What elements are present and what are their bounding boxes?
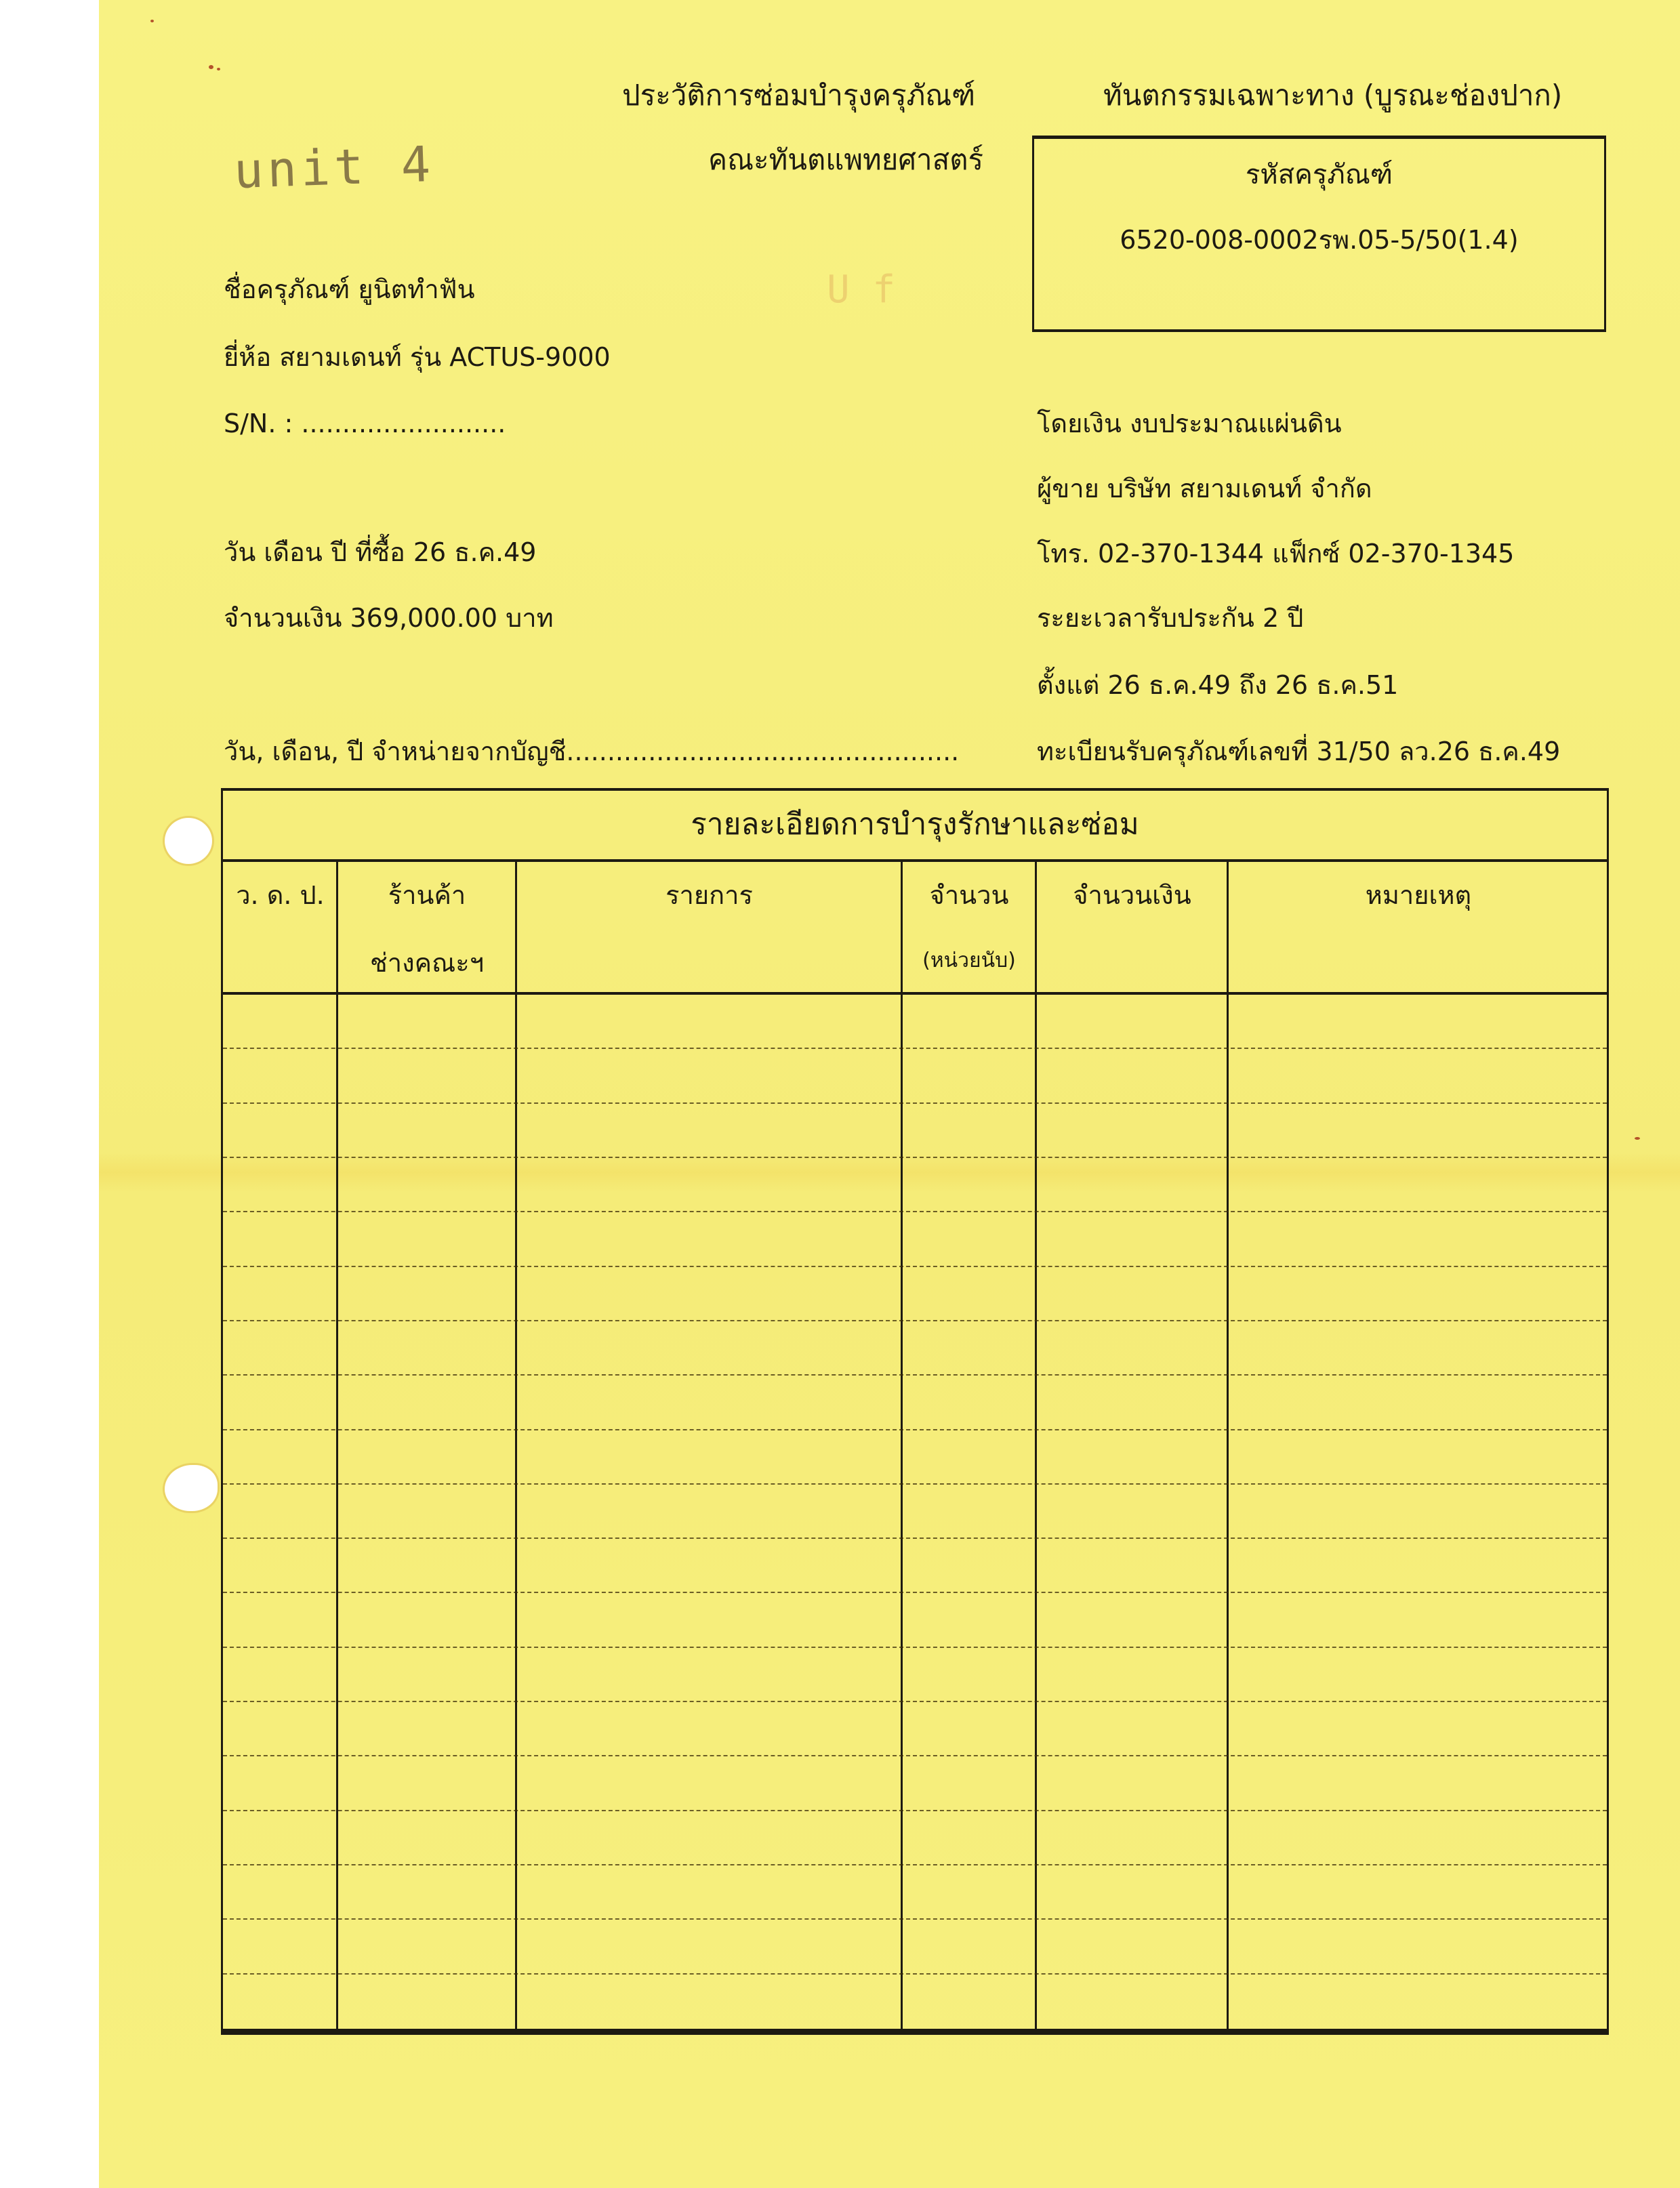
column-header-item: รายการ bbox=[665, 880, 753, 910]
cell-item[interactable] bbox=[517, 1539, 901, 1592]
cell-quantity[interactable] bbox=[903, 1267, 1035, 1320]
purchase-amount: จำนวนเงิน 369,000.00 บาท bbox=[224, 603, 554, 633]
cell-item[interactable] bbox=[517, 1049, 901, 1102]
cell-quantity[interactable] bbox=[903, 1539, 1035, 1592]
cell-vendor[interactable] bbox=[338, 1648, 515, 1701]
vendor-contact: โทร. 02-370-1344 แฟ็กซ์ 02-370-1345 bbox=[1037, 539, 1515, 569]
column-header-vendor: ร้านค้า ช่างคณะฯ bbox=[369, 880, 485, 978]
cell-amount[interactable] bbox=[1037, 1865, 1227, 1918]
cell-quantity[interactable] bbox=[903, 1158, 1035, 1211]
cell-item[interactable] bbox=[517, 1104, 901, 1157]
cell-vendor[interactable] bbox=[338, 1702, 515, 1755]
cell-item[interactable] bbox=[517, 1702, 901, 1755]
cell-vendor[interactable] bbox=[338, 995, 515, 1048]
cell-remarks[interactable] bbox=[1229, 1865, 1607, 1918]
asset-code-label: รหัสครุภัณฑ์ bbox=[1245, 159, 1393, 190]
cell-item[interactable] bbox=[517, 1648, 901, 1701]
asset-code-box bbox=[1032, 136, 1606, 332]
ink-speck bbox=[1635, 1137, 1640, 1140]
table-row bbox=[223, 1049, 1607, 1103]
cell-amount[interactable] bbox=[1037, 1648, 1227, 1701]
brand-model: ยี่ห้อ สยามเดนท์ รุ่น ACTUS-9000 bbox=[224, 342, 611, 372]
asset-name: ชื่อครุภัณฑ์ ยูนิตทำฟัน bbox=[224, 274, 475, 304]
table-row bbox=[223, 1430, 1607, 1485]
ink-speck bbox=[209, 65, 213, 69]
cell-amount[interactable] bbox=[1037, 1267, 1227, 1320]
cell-item[interactable] bbox=[517, 1321, 901, 1374]
table-row bbox=[223, 1321, 1607, 1376]
cell-vendor[interactable] bbox=[338, 1811, 515, 1864]
cell-item[interactable] bbox=[517, 1811, 901, 1864]
cell-date[interactable] bbox=[223, 1539, 336, 1592]
cell-date[interactable] bbox=[223, 1593, 336, 1646]
cell-amount[interactable] bbox=[1037, 1975, 1227, 2029]
faint-erased-note: U f bbox=[827, 268, 896, 312]
cell-quantity[interactable] bbox=[903, 1702, 1035, 1755]
cell-amount[interactable] bbox=[1037, 1376, 1227, 1428]
cell-remarks[interactable] bbox=[1229, 1212, 1607, 1265]
handwritten-unit-label: unit 4 bbox=[232, 135, 436, 200]
vendor-name: ผู้ขาย บริษัท สยามเดนท์ จำกัด bbox=[1037, 474, 1372, 503]
cell-date[interactable] bbox=[223, 995, 336, 1048]
cell-amount[interactable] bbox=[1037, 1702, 1227, 1755]
cell-amount[interactable] bbox=[1037, 995, 1227, 1048]
document-title: ประวัติการซ่อมบำรุงครุภัณฑ์ bbox=[622, 79, 976, 112]
cell-remarks[interactable] bbox=[1229, 1648, 1607, 1701]
cell-amount[interactable] bbox=[1037, 1539, 1227, 1592]
cell-vendor[interactable] bbox=[338, 1049, 515, 1102]
cell-remarks[interactable] bbox=[1229, 1811, 1607, 1864]
table-header-row bbox=[223, 862, 1607, 995]
cell-amount[interactable] bbox=[1037, 1593, 1227, 1646]
cell-date[interactable] bbox=[223, 1267, 336, 1320]
cell-date[interactable] bbox=[223, 1865, 336, 1918]
cell-remarks[interactable] bbox=[1229, 1104, 1607, 1157]
cell-vendor[interactable] bbox=[338, 1485, 515, 1537]
cell-date[interactable] bbox=[223, 1811, 336, 1864]
cell-amount[interactable] bbox=[1037, 1485, 1227, 1537]
cell-quantity[interactable] bbox=[903, 1376, 1035, 1428]
ink-speck bbox=[217, 68, 220, 70]
cell-item[interactable] bbox=[517, 1865, 901, 1918]
cell-vendor[interactable] bbox=[338, 1975, 515, 2029]
table-row bbox=[223, 1756, 1607, 1811]
cell-quantity[interactable] bbox=[903, 1321, 1035, 1374]
table-row bbox=[223, 1104, 1607, 1158]
department-name: ทันตกรรมเฉพาะทาง (บูรณะช่องปาก) bbox=[1103, 79, 1563, 112]
maintenance-table bbox=[221, 788, 1609, 2035]
table-row bbox=[223, 1593, 1607, 1647]
table-row bbox=[223, 1212, 1607, 1266]
cell-item[interactable] bbox=[517, 1920, 901, 1973]
cell-date[interactable] bbox=[223, 1321, 336, 1374]
warranty-duration: ระยะเวลารับประกัน 2 ปี bbox=[1037, 603, 1304, 633]
column-header-date: ว. ด. ป. bbox=[236, 880, 325, 910]
cell-remarks[interactable] bbox=[1229, 1539, 1607, 1592]
cell-vendor[interactable] bbox=[338, 1865, 515, 1918]
cell-remarks[interactable] bbox=[1229, 1593, 1607, 1646]
cell-date[interactable] bbox=[223, 1920, 336, 1973]
cell-vendor[interactable] bbox=[338, 1158, 515, 1211]
cell-amount[interactable] bbox=[1037, 1104, 1227, 1157]
cell-item[interactable] bbox=[517, 1485, 901, 1537]
cell-quantity[interactable] bbox=[903, 1430, 1035, 1483]
cell-remarks[interactable] bbox=[1229, 1158, 1607, 1211]
cell-date[interactable] bbox=[223, 1756, 336, 1809]
cell-date[interactable] bbox=[223, 1104, 336, 1157]
serial-number-field: S/N. : ......................... bbox=[224, 409, 506, 438]
cell-remarks[interactable] bbox=[1229, 1756, 1607, 1809]
cell-quantity[interactable] bbox=[903, 1049, 1035, 1102]
cell-vendor[interactable] bbox=[338, 1430, 515, 1483]
cell-remarks[interactable] bbox=[1229, 1430, 1607, 1483]
purchase-date: วัน เดือน ปี ที่ซื้อ 26 ธ.ค.49 bbox=[224, 537, 537, 567]
cell-vendor[interactable] bbox=[338, 1376, 515, 1428]
table-body bbox=[223, 995, 1607, 2029]
cell-item[interactable] bbox=[517, 1593, 901, 1646]
cell-date[interactable] bbox=[223, 1212, 336, 1265]
table-row bbox=[223, 1811, 1607, 1865]
table-row bbox=[223, 1920, 1607, 1974]
cell-quantity[interactable] bbox=[903, 1104, 1035, 1157]
cell-remarks[interactable] bbox=[1229, 1920, 1607, 1973]
cell-remarks[interactable] bbox=[1229, 1049, 1607, 1102]
cell-date[interactable] bbox=[223, 1702, 336, 1755]
punch-hole bbox=[165, 818, 212, 864]
table-row bbox=[223, 995, 1607, 1049]
table-row bbox=[223, 1539, 1607, 1593]
cell-vendor[interactable] bbox=[338, 1321, 515, 1374]
column-header-quantity: จำนวน (หน่วยนับ) bbox=[922, 880, 1016, 972]
table-row bbox=[223, 1865, 1607, 1920]
cell-item[interactable] bbox=[517, 1430, 901, 1483]
cell-item[interactable] bbox=[517, 1267, 901, 1320]
faculty-name: คณะทันตแพทยศาสตร์ bbox=[708, 143, 984, 176]
cell-remarks[interactable] bbox=[1229, 1321, 1607, 1374]
cell-amount[interactable] bbox=[1037, 1321, 1227, 1374]
cell-date[interactable] bbox=[223, 1049, 336, 1102]
table-row bbox=[223, 1975, 1607, 2029]
cell-amount[interactable] bbox=[1037, 1811, 1227, 1864]
cell-date[interactable] bbox=[223, 1975, 336, 2029]
cell-amount[interactable] bbox=[1037, 1158, 1227, 1211]
cell-item[interactable] bbox=[517, 995, 901, 1048]
cell-item[interactable] bbox=[517, 1158, 901, 1211]
cell-amount[interactable] bbox=[1037, 1430, 1227, 1483]
cell-vendor[interactable] bbox=[338, 1104, 515, 1157]
cell-remarks[interactable] bbox=[1229, 1267, 1607, 1320]
registration-number: ทะเบียนรับครุภัณฑ์เลขที่ 31/50 ลว.26 ธ.ค.49 bbox=[1037, 737, 1561, 766]
cell-date[interactable] bbox=[223, 1430, 336, 1483]
punch-hole bbox=[165, 1465, 218, 1511]
table-row bbox=[223, 1158, 1607, 1212]
cell-remarks[interactable] bbox=[1229, 1485, 1607, 1537]
cell-date[interactable] bbox=[223, 1485, 336, 1537]
cell-remarks[interactable] bbox=[1229, 995, 1607, 1048]
table-row bbox=[223, 1485, 1607, 1539]
cell-amount[interactable] bbox=[1037, 1756, 1227, 1809]
column-header-amount: จำนวนเงิน bbox=[1073, 880, 1191, 910]
cell-amount[interactable] bbox=[1037, 1049, 1227, 1102]
funding-source: โดยเงิน งบประมาณแผ่นดิน bbox=[1037, 409, 1342, 438]
cell-vendor[interactable] bbox=[338, 1539, 515, 1592]
cell-quantity[interactable] bbox=[903, 1975, 1035, 2029]
cell-date[interactable] bbox=[223, 1648, 336, 1701]
cell-amount[interactable] bbox=[1037, 1920, 1227, 1973]
cell-quantity[interactable] bbox=[903, 1756, 1035, 1809]
cell-vendor[interactable] bbox=[338, 1212, 515, 1265]
table-row bbox=[223, 1376, 1607, 1430]
cell-vendor[interactable] bbox=[338, 1756, 515, 1809]
warranty-period: ตั้งแต่ 26 ธ.ค.49 ถึง 26 ธ.ค.51 bbox=[1037, 670, 1399, 700]
cell-quantity[interactable] bbox=[903, 995, 1035, 1048]
column-header-remarks: หมายเหตุ bbox=[1365, 880, 1472, 910]
table-row bbox=[223, 1267, 1607, 1321]
cell-item[interactable] bbox=[517, 1756, 901, 1809]
cell-quantity[interactable] bbox=[903, 1648, 1035, 1701]
cell-remarks[interactable] bbox=[1229, 1376, 1607, 1428]
cell-amount[interactable] bbox=[1037, 1212, 1227, 1265]
cell-item[interactable] bbox=[517, 1212, 901, 1265]
cell-date[interactable] bbox=[223, 1376, 336, 1428]
cell-remarks[interactable] bbox=[1229, 1702, 1607, 1755]
cell-quantity[interactable] bbox=[903, 1212, 1035, 1265]
cell-quantity[interactable] bbox=[903, 1593, 1035, 1646]
cell-item[interactable] bbox=[517, 1975, 901, 2029]
cell-date[interactable] bbox=[223, 1158, 336, 1211]
asset-code-value: 6520-008-0002รพ.05-5/50(1.4) bbox=[1120, 225, 1519, 255]
cell-vendor[interactable] bbox=[338, 1593, 515, 1646]
cell-quantity[interactable] bbox=[903, 1865, 1035, 1918]
cell-quantity[interactable] bbox=[903, 1920, 1035, 1973]
cell-item[interactable] bbox=[517, 1376, 901, 1428]
cell-vendor[interactable] bbox=[338, 1267, 515, 1320]
table-row bbox=[223, 1702, 1607, 1756]
maintenance-table-title: รายละเอียดการบำรุงรักษาและซ่อม bbox=[223, 791, 1607, 862]
cell-vendor[interactable] bbox=[338, 1920, 515, 1973]
cell-quantity[interactable] bbox=[903, 1811, 1035, 1864]
cell-quantity[interactable] bbox=[903, 1485, 1035, 1537]
ink-speck bbox=[150, 20, 154, 22]
cell-remarks[interactable] bbox=[1229, 1975, 1607, 2029]
table-row bbox=[223, 1648, 1607, 1702]
disposal-date-field: วัน, เดือน, ปี จำหน่ายจากบัญชี................................................ bbox=[224, 737, 960, 766]
